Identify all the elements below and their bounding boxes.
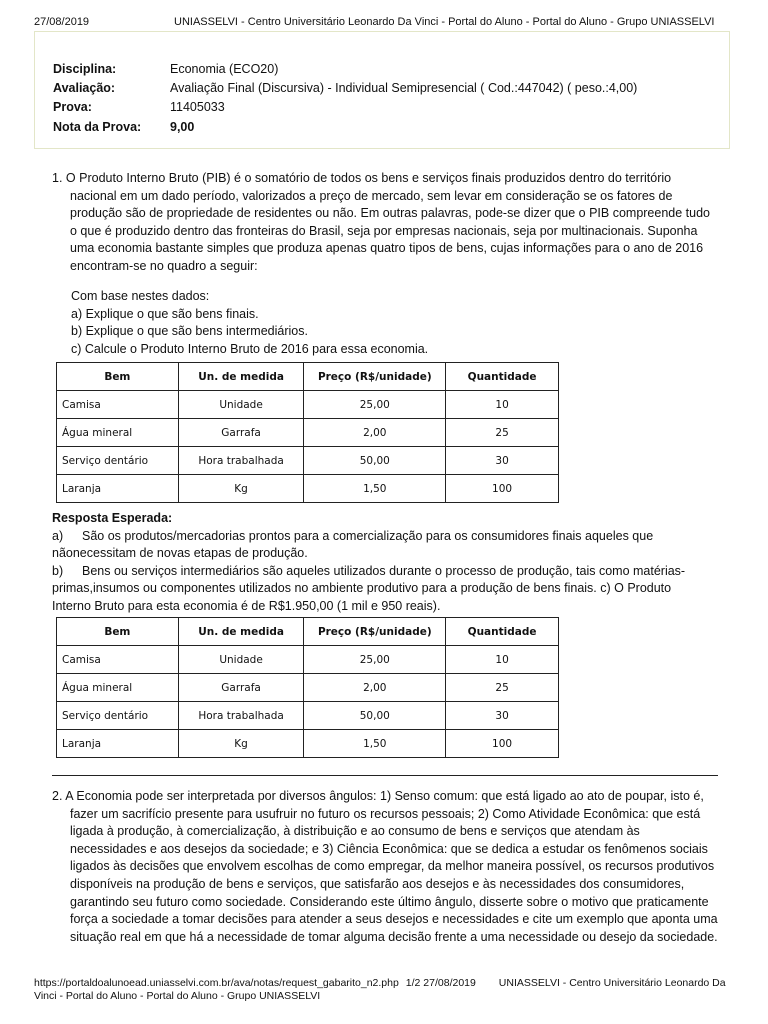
table-cell: Unidade [178,646,304,674]
table-cell: Kg [178,730,304,758]
question-1 [52,170,712,276]
table-header-row [57,618,559,646]
table-cell: Garrafa [178,419,304,447]
disciplina-value: Economia (ECO20) [170,62,279,76]
nota-label: Nota da Prova: [53,120,142,134]
exam-info-box [34,31,730,149]
table-cell: Serviço dentário [57,447,179,475]
answer-b-text: Bens ou serviços intermediários são aqueles utilizados durante o processo de produção, tais como matérias-primas,insumos ou componentes utilizados no ambiente produtivo para a produção de bens finais. c) O Produto Interno Bruto para esta economia é de R$1.950,00 (1 mil e 950 reais). [52,563,686,613]
nota-value: 9,00 [170,120,195,134]
table-cell: 25 [446,419,559,447]
table-cell: 1,50 [304,475,446,503]
table-cell: Hora trabalhada [178,447,304,475]
question-1-subitems [71,288,428,358]
footer-url: https://portaldoalunoead.uniasselvi.com.br/ava/notas/request_gabarito_n2.php [34,977,399,989]
table-cell: 100 [446,475,559,503]
goods-table-answer [56,617,559,758]
question-divider [52,775,718,776]
question-1-item-b: b) Explique o que são bens intermediários. [71,324,308,339]
table-header-cell: Un. de medida [178,618,304,646]
prova-label: Prova: [53,100,92,114]
avaliacao-value: Avaliação Final (Discursiva) - Individual Semipresencial ( Cod.:447042) ( peso.:4,00) [170,81,638,95]
table-cell: Garrafa [178,674,304,702]
table-row [57,391,559,419]
footer-page-number: 1/2 [405,977,421,989]
answer-b-marker: b) [52,563,64,578]
table-cell: 10 [446,646,559,674]
answer-a-text: São os produtos/mercadorias prontos para a comercialização para os consumidores finais aqueles que nãonecessitam de novas etapas de produção. [52,528,654,561]
avaliacao-label: Avaliação: [53,81,116,95]
table-cell: Camisa [57,391,179,419]
question-1-number: 1. [52,171,63,185]
table-header-cell: Un. de medida [178,363,304,391]
table-cell: 2,00 [304,674,446,702]
footer-title: UNIASSELVI - Centro Universitário Leonardo Da Vinci - Portal do Aluno - Portal do Aluno - Grupo UNIASSELVI [34,977,726,1002]
print-header-title: UNIASSELVI - Centro Universitário Leonardo Da Vinci - Portal do Aluno - Portal do Aluno - Grupo UNIASSELVI [174,16,715,28]
table-cell: Laranja [57,730,179,758]
table-row [57,475,559,503]
table-cell: 10 [446,391,559,419]
answer-a-marker: a) [52,528,64,543]
table-cell: 50,00 [304,702,446,730]
table-cell: 50,00 [304,447,446,475]
table-cell: Kg [178,475,304,503]
expected-answer-b [52,563,712,616]
table-row [57,419,559,447]
table-row [57,674,559,702]
table-cell: 30 [446,702,559,730]
table-cell: 30 [446,447,559,475]
table-cell: Água mineral [57,674,179,702]
prova-value: 11405033 [170,100,225,114]
table-cell: 2,00 [304,419,446,447]
table-header-cell: Bem [57,618,179,646]
table-header-cell: Quantidade [446,618,559,646]
table-cell: 25 [446,674,559,702]
question-2-text: A Economia pode ser interpretada por diversos ângulos: 1) Senso comum: que está ligado ao ato de poupar, isto é, fazer um sacrifício presente para usufruir no futuro os recursos pessoais; 2) Como Atividade Econômica: que está ligada à produção, à comercialização, à distribuição e ao consumo de bens e serviços que atendam às necessidades e aos desejos da sociedade; e 3) Ciência Econômica: que se dedica a estudar os fenômenos sociais ligados às decisões que envolvem escolhas de como empregar, da melhor maneira possível, os recursos produtivos disponíveis na produção de bens e serviços, que satisfarão aos desejos e às necessidades dos consumidores, garantindo seu futuro como sociedade. Considerando este último ângulo, disserte sobre o motivo que praticamente força a sociedade a tomar decisões para atender a seus desejos e necessidades e cite um exemplo que aponta uma situação real em que há a necessidade de tomar alguma decisão frente a uma necessidade ou desejo da sociedade. [65,789,718,944]
table-header-cell: Preço (R$/unidade) [304,363,446,391]
table-header-row [57,363,559,391]
table-row [57,646,559,674]
question-1-intro: Com base nestes dados: [71,289,210,303]
footer-date: 27/08/2019 [423,977,476,989]
goods-table-question [56,362,559,503]
question-1-item-a: a) Explique o que são bens finais. [71,306,259,321]
table-cell: 100 [446,730,559,758]
disciplina-label: Disciplina: [53,62,117,76]
expected-answer-heading: Resposta Esperada: [52,511,173,525]
question-1-text: O Produto Interno Bruto (PIB) é o somatório de todos os bens e serviços finais produzidos dentro do território nacional em um dado período, valorizados a preço de mercado, sem levar em consideração se os fatores de produção são de propriedade de residentes ou não. Em outras palavras, pode-se dizer que o PIB compreende tudo o que é produzido dentro das fronteiras do Brasil, seja por empresas nacionais, seja por multinacionais. Suponha uma economia bastante simples que produza apenas quatro tipos de bens, cujas informações para o ano de 2016 encontram-se no quadro a seguir: [65,171,710,273]
print-header-date: 27/08/2019 [34,16,90,28]
table-cell: 1,50 [304,730,446,758]
table-header-cell: Quantidade [446,363,559,391]
table-header-cell: Preço (R$/unidade) [304,618,446,646]
expected-answer [52,510,712,616]
question-2 [52,788,718,946]
table-header-cell: Bem [57,363,179,391]
table-cell: Hora trabalhada [178,702,304,730]
table-cell: 25,00 [304,391,446,419]
expected-answer-a [52,528,712,563]
table-cell: 25,00 [304,646,446,674]
table-cell: Serviço dentário [57,702,179,730]
table-row [57,730,559,758]
table-row [57,447,559,475]
table-cell: Laranja [57,475,179,503]
table-row [57,702,559,730]
print-footer [34,977,734,1002]
table-cell: Unidade [178,391,304,419]
question-1-item-c: c) Calcule o Produto Interno Bruto de 2016 para essa economia. [71,341,429,356]
question-2-number: 2. [52,789,63,803]
table-cell: Camisa [57,646,179,674]
table-cell: Água mineral [57,419,179,447]
